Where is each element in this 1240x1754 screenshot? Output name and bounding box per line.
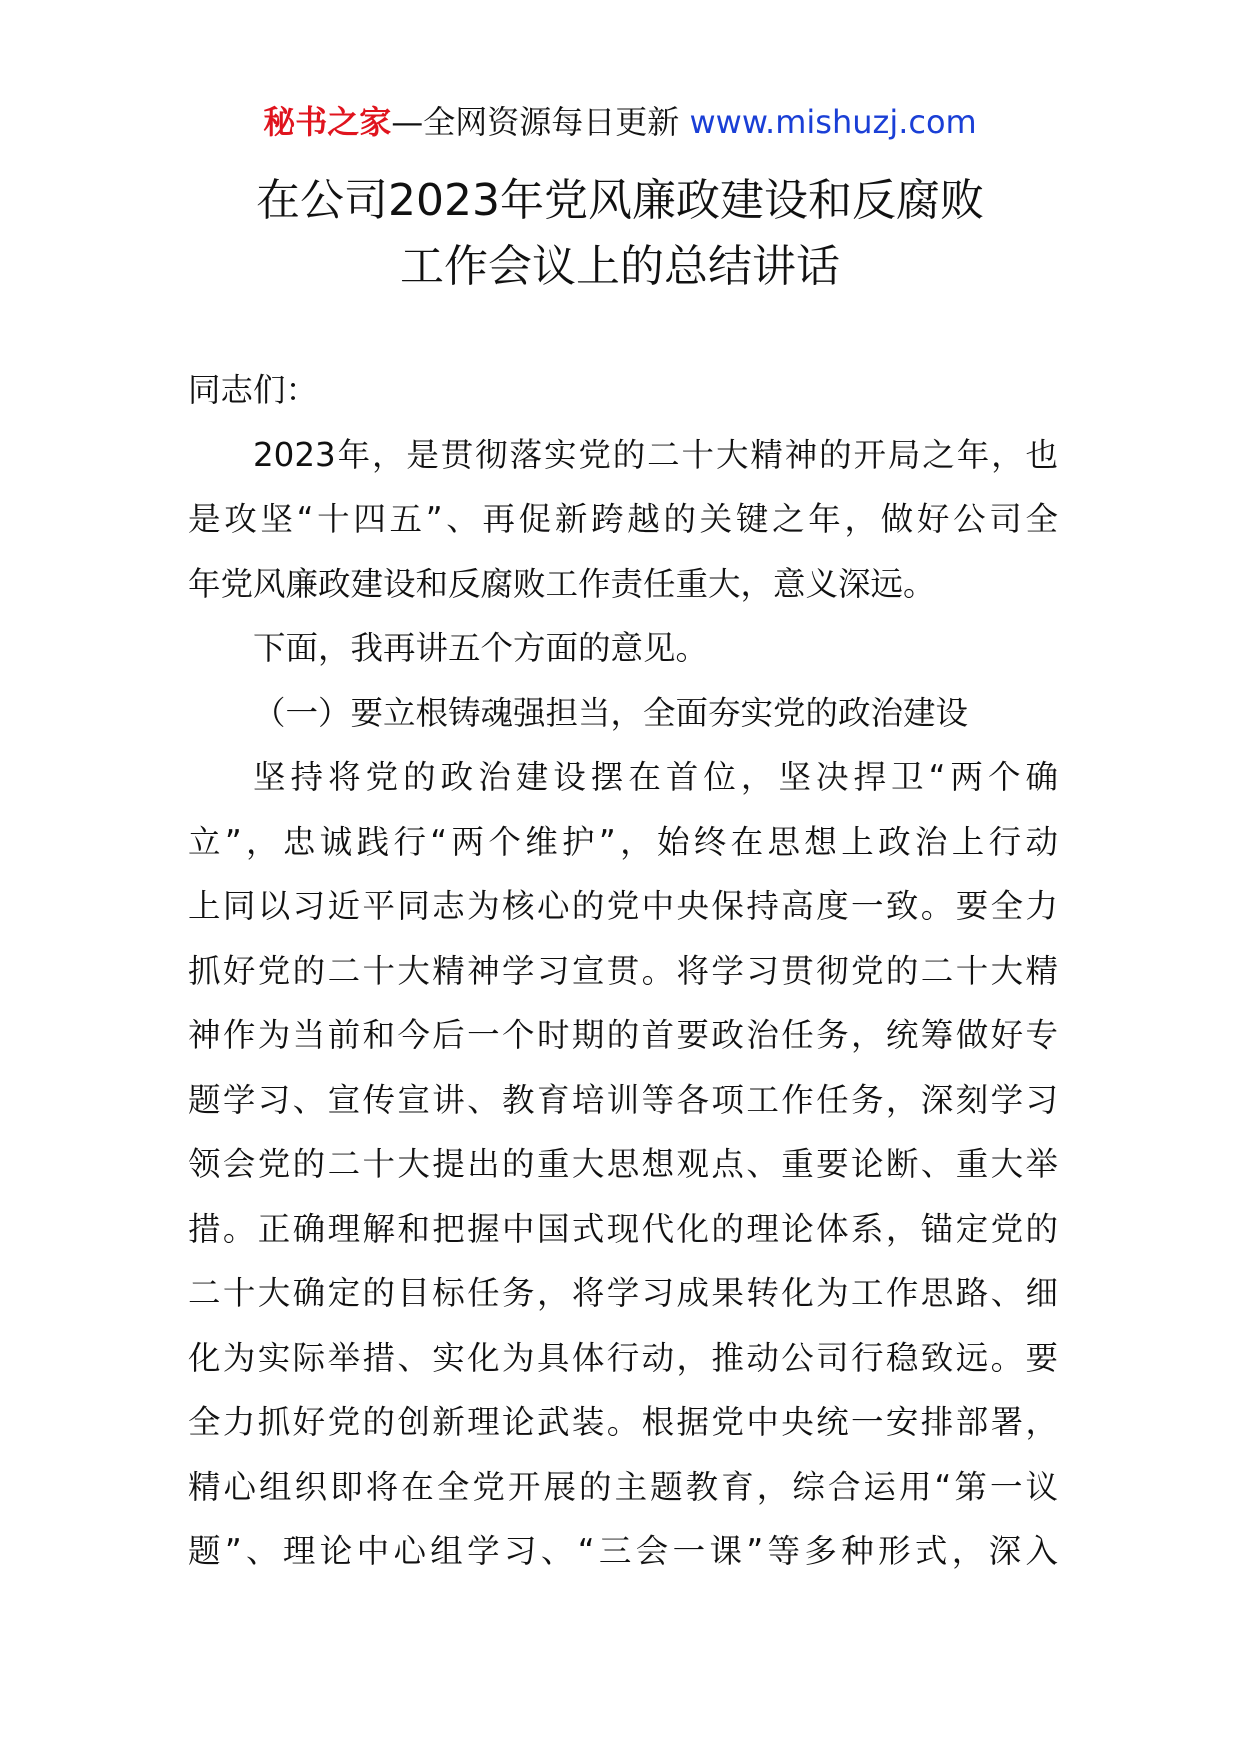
paragraph-line: 抓好党的二十大精神学习宣贯。将学习贯彻党的二十大精 bbox=[188, 951, 1058, 990]
document-title bbox=[0, 168, 1240, 300]
paragraph-1 bbox=[188, 423, 1058, 617]
paragraph-line: 神作为当前和今后一个时期的首要政治任务，统筹做好专 bbox=[188, 1016, 1058, 1054]
paragraph-line: 措。正确理解和把握中国式现代化的理论体系，锚定党的 bbox=[188, 1209, 1058, 1248]
paragraph-line: 全力抓好党的创新理论武装。根据党中央统一安排部署， bbox=[188, 1403, 1058, 1441]
paragraph-line: 领会党的二十大提出的重大思想观点、重要论断、重大举 bbox=[188, 1145, 1058, 1183]
title-line-2: 工作会议上的总结讲话 bbox=[400, 241, 840, 292]
site-header bbox=[0, 102, 1240, 142]
paragraph-line: 化为实际举措、实化为具体行动，推动公司行稳致远。要 bbox=[188, 1338, 1058, 1377]
paragraph-2: 下面，我再讲五个方面的意见。 bbox=[253, 629, 709, 667]
paragraph-3 bbox=[188, 745, 1058, 1584]
header-tagline: —全网资源每日更新 bbox=[391, 103, 680, 141]
paragraph-line: 坚持将党的政治建设摆在首位，坚决捍卫“两个确 bbox=[253, 758, 1058, 796]
document-body bbox=[188, 358, 1058, 1584]
section-heading: （一）要立根铸魂强担当，全面夯实党的政治建设 bbox=[253, 693, 969, 732]
brand-name: 秘书之家 bbox=[263, 103, 392, 141]
paragraph-line: 是攻坚“十四五”、再促新跨越的关键之年，做好公司全 bbox=[188, 500, 1058, 538]
paragraph-line: 2023年，是贯彻落实党的二十大精神的开局之年，也 bbox=[253, 435, 1058, 474]
greeting: 同志们： bbox=[188, 371, 319, 409]
paragraph-line: 题学习、宣传宣讲、教育培训等各项工作任务，深刻学习 bbox=[188, 1080, 1058, 1119]
site-url-link[interactable]: www.mishuzj.com bbox=[689, 103, 977, 141]
paragraph-line: 上同以习近平同志为核心的党中央保持高度一致。要全力 bbox=[188, 887, 1058, 925]
paragraph-line: 立”，忠诚践行“两个维护”，始终在思想上政治上行动 bbox=[188, 822, 1058, 861]
paragraph-line: 二十大确定的目标任务，将学习成果转化为工作思路、细 bbox=[188, 1274, 1058, 1312]
paragraph-line: 精心组织即将在全党开展的主题教育，综合运用“第一议 bbox=[188, 1467, 1058, 1506]
paragraph-line: 年党风廉政建设和反腐败工作责任重大，意义深远。 bbox=[188, 564, 936, 603]
title-line-1: 在公司2023年党风廉政建设和反腐败 bbox=[256, 175, 984, 226]
paragraph-line: 题”、理论中心组学习、“三会一课”等多种形式，深入 bbox=[188, 1532, 1058, 1570]
